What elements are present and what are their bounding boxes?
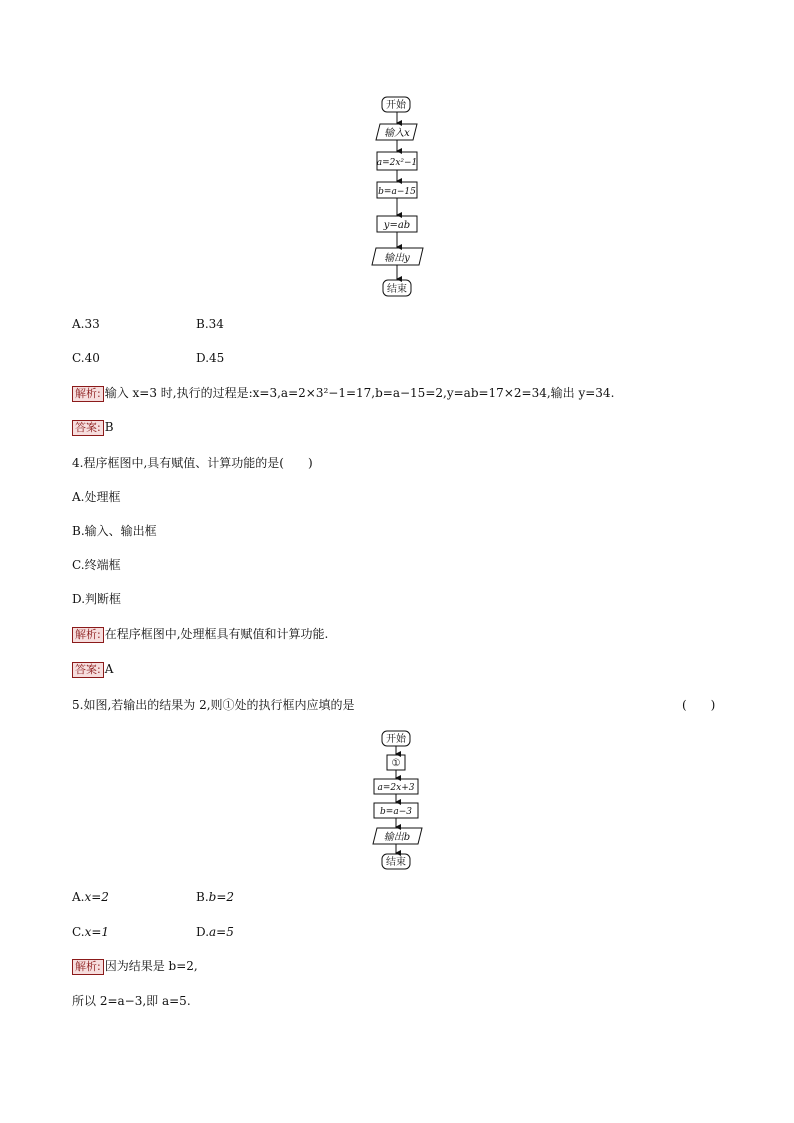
q3-option-c [72, 350, 100, 366]
q3-option-d-value: 45 [209, 351, 225, 365]
flowchart-1 [360, 90, 440, 300]
answer-tag: 答案: [72, 420, 104, 436]
q5-analysis-2: 所以 2=a−3,即 a=5. [72, 994, 191, 1008]
fc2-blank: ① [391, 758, 401, 769]
q3-option-d-label: D. [196, 351, 210, 365]
q4-analysis-text: 在程序框图中,处理框具有赋值和计算功能. [104, 627, 329, 641]
q4-option-b: B.输入、输出框 [72, 524, 157, 538]
q3-answer-text: B [104, 420, 114, 434]
q4-option-d: D.判断框 [72, 592, 122, 606]
q3-option-c-label: C. [72, 351, 85, 365]
fc1-start: 开始 [386, 100, 406, 111]
q3-option-b-label: B. [196, 317, 209, 331]
q5-stem: 5.如图,若输出的结果为 2,则①处的执行框内应填的是 [72, 698, 355, 712]
q5-option-c [72, 924, 109, 940]
q5-answer-paren: ( ) [682, 698, 716, 712]
q5-option-b-label: B. [196, 890, 209, 904]
q5-option-d-value: a=5 [209, 925, 234, 939]
analysis-tag: 解析: [72, 386, 104, 402]
fc2-output: 输出b [383, 832, 411, 843]
q5-analysis-text: 因为结果是 b=2, [104, 959, 198, 973]
q5-option-c-label: C. [72, 925, 85, 939]
q3-option-d [196, 350, 224, 366]
q4-option-a: A.处理框 [72, 490, 121, 504]
q3-option-b [196, 316, 224, 332]
fc1-step3: y=ab [383, 220, 411, 231]
fc2-step2: b=a−3 [380, 807, 412, 817]
q5-option-a-label: A. [72, 890, 85, 904]
q3-option-a-value: 33 [84, 317, 100, 331]
analysis-tag: 解析: [72, 627, 104, 643]
q3-option-c-value: 40 [84, 351, 100, 365]
q4-analysis [72, 626, 328, 643]
q3-option-a-label: A. [72, 317, 85, 331]
fc1-end: 结束 [387, 284, 407, 295]
q5-option-c-value: x=1 [84, 925, 110, 939]
q5-option-d [196, 924, 234, 940]
q3-analysis [72, 385, 614, 402]
q3-option-a [72, 316, 100, 332]
q5-analysis [72, 958, 198, 975]
q3-option-b-value: 34 [208, 317, 224, 331]
q5-option-a [72, 889, 109, 905]
q3-analysis-text: 输入 x=3 时,执行的过程是:x=3,a=2×3²−1=17,b=a−15=2,y=ab=17×2=34,输出 y=34. [104, 386, 615, 400]
q4-option-c: C.终端框 [72, 558, 121, 572]
fc2-step1: a=2x+3 [377, 783, 415, 793]
fc2-end: 结束 [386, 857, 406, 868]
q4-stem: 4.程序框图中,具有赋值、计算功能的是( ) [72, 456, 313, 470]
flowchart-2 [360, 726, 440, 876]
answer-tag: 答案: [72, 662, 104, 678]
q3-answer [72, 419, 114, 436]
q4-answer [72, 661, 113, 678]
q5-option-b [196, 889, 234, 905]
q4-answer-text: A [104, 662, 114, 676]
fc1-step1: a=2x²−1 [376, 158, 418, 168]
analysis-tag: 解析: [72, 959, 104, 975]
q5-option-d-label: D. [196, 925, 210, 939]
fc2-start: 开始 [386, 734, 406, 745]
fc1-output: 输出y [384, 253, 410, 264]
q5-option-a-value: x=2 [84, 890, 109, 904]
fc1-step2: b=a−15 [378, 187, 416, 197]
q5-option-b-value: b=2 [208, 890, 235, 904]
fc1-input: 输入x [384, 128, 410, 139]
